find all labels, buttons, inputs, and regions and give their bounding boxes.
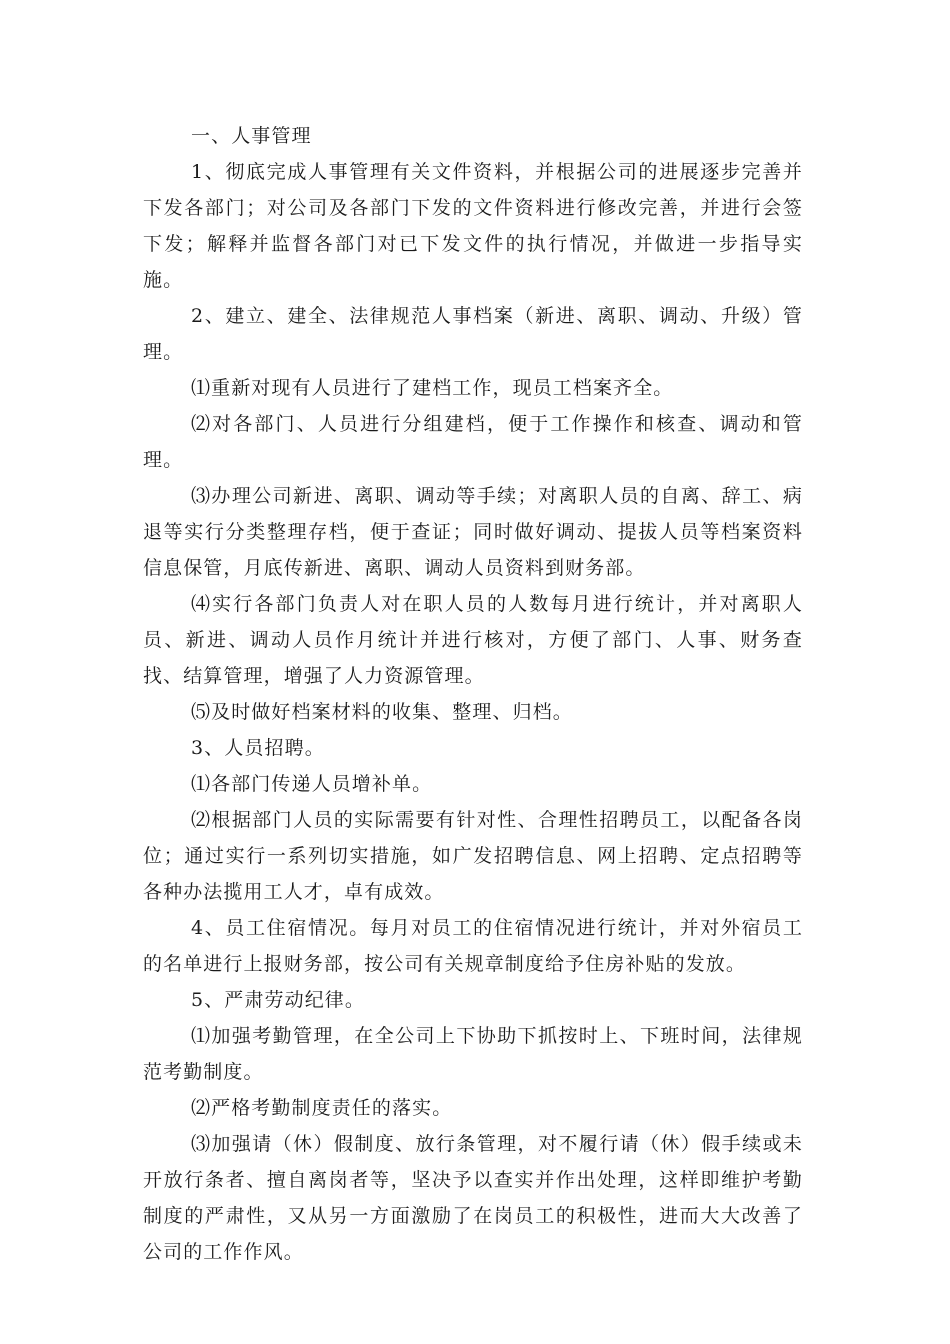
paragraph-2-item-1: ⑴重新对现有人员进行了建档工作，现员工档案齐全。: [191, 377, 674, 399]
paragraph-5: 5、严肃劳动纪律。: [191, 989, 365, 1011]
document-body: [143, 118, 803, 1270]
paragraph-2-item-3: ⑶办理公司新进、离职、调动等手续；对离职人员的自离、辞工、病退等实行分类整理存档，便于查证；同时做好调动、提拔人员等档案资料信息保管，月底传新进、离职、调动人员资料到财务部。: [143, 485, 803, 579]
paragraph-2-item-5: ⑸及时做好档案材料的收集、整理、归档。: [191, 701, 573, 723]
paragraph-5-item-3: ⑶加强请（休）假制度、放行条管理，对不履行请（休）假手续或未开放行条者、擅自离岗者等，坚决予以查实并作出处理，这样即维护考勤制度的严肃性，又从另一方面激励了在岗员工的积极性，进而大大改善了公司的工作作风。: [143, 1133, 803, 1263]
paragraph-3-item-2: ⑵根据部门人员的实际需要有针对性、合理性招聘员工，以配备各岗位；通过实行一系列切实措施，如广发招聘信息、网上招聘、定点招聘等各种办法揽用工人才，卓有成效。: [143, 809, 803, 903]
paragraph-2-item-4: ⑷实行各部门负责人对在职人员的人数每月进行统计，并对离职人员、新进、调动人员作月统计并进行核对，方便了部门、人事、财务查找、结算管理，增强了人力资源管理。: [143, 593, 803, 687]
section-title: 一、人事管理: [191, 125, 312, 147]
paragraph-5-item-2: ⑵严格考勤制度责任的落实。: [191, 1097, 453, 1119]
paragraph-4: 4、员工住宿情况。每月对员工的住宿情况进行统计，并对外宿员工的名单进行上报财务部，按公司有关规章制度给予住房补贴的发放。: [143, 917, 803, 975]
paragraph-3: 3、人员招聘。: [191, 737, 325, 759]
paragraph-5-item-1: ⑴加强考勤管理，在全公司上下协助下抓按时上、下班时间，法律规范考勤制度。: [143, 1025, 803, 1083]
paragraph-2-item-2: ⑵对各部门、人员进行分组建档，便于工作操作和核查、调动和管理。: [143, 413, 803, 471]
paragraph-1: 1、彻底完成人事管理有关文件资料，并根据公司的进展逐步完善并下发各部门；对公司及各部门下发的文件资料进行修改完善，并进行会签下发；解释并监督各部门对已下发文件的执行情况，并做进一步指导实施。: [143, 161, 803, 291]
paragraph-3-item-1: ⑴各部门传递人员增补单。: [191, 773, 433, 795]
paragraph-2: 2、建立、建全、法律规范人事档案（新进、离职、调动、升级）管理。: [143, 305, 803, 363]
